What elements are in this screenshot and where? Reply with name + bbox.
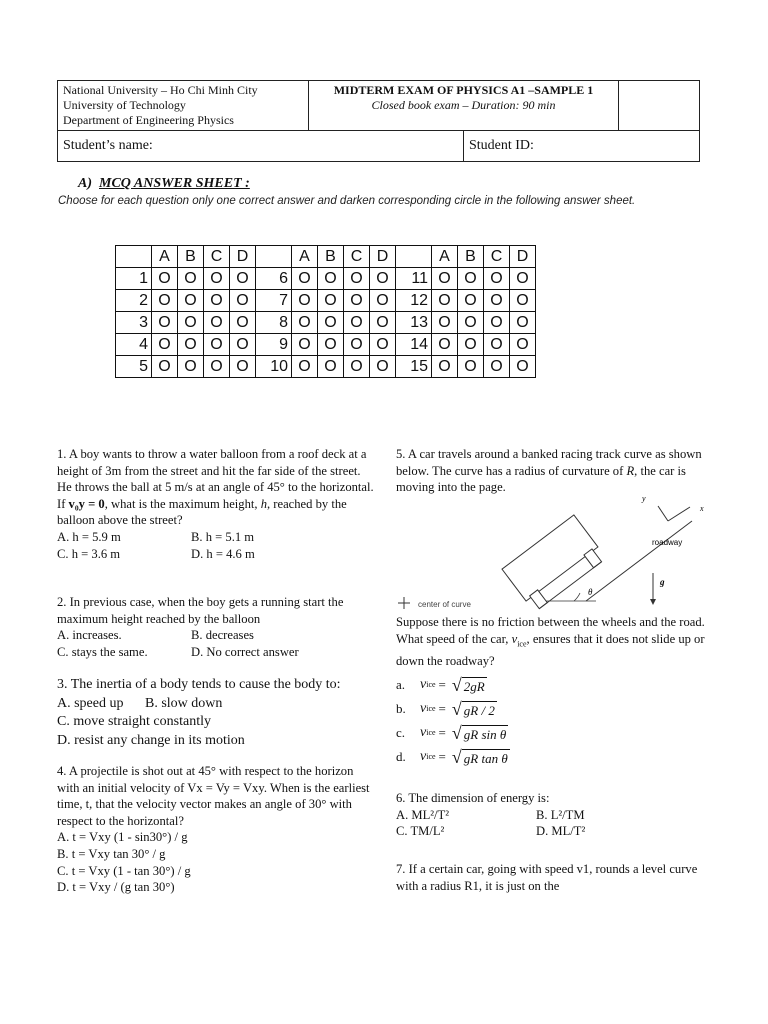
option-d[interactable]: D. h = 4.6 m bbox=[191, 546, 255, 561]
question-5-continued bbox=[396, 614, 712, 769]
sqrt-formula: √ gR tan θ bbox=[451, 746, 508, 767]
x-axis-label: x bbox=[700, 504, 704, 513]
answer-bubble[interactable]: O bbox=[370, 290, 396, 312]
answer-bubble[interactable]: O bbox=[458, 334, 484, 356]
banked-curve-diagram bbox=[396, 493, 726, 613]
answer-bubble[interactable]: O bbox=[178, 334, 204, 356]
option-a[interactable]: A. increases. bbox=[57, 628, 122, 643]
answer-bubble[interactable]: O bbox=[152, 334, 178, 356]
answer-grid-row bbox=[116, 290, 536, 312]
velocity-symbol: v bbox=[420, 701, 427, 716]
question-6 bbox=[396, 790, 712, 840]
answer-grid-row bbox=[116, 312, 536, 334]
answer-bubble[interactable]: O bbox=[178, 312, 204, 334]
answer-bubble[interactable]: O bbox=[344, 356, 370, 378]
answer-bubble[interactable]: O bbox=[510, 334, 536, 356]
option-b[interactable]: B. h = 5.1 m bbox=[191, 529, 255, 544]
question-number: 8 bbox=[256, 312, 292, 334]
sqrt-formula: √ 2gR bbox=[451, 674, 485, 695]
question-number: 15 bbox=[396, 356, 432, 378]
question-number: 12 bbox=[396, 290, 432, 312]
question-number: 7 bbox=[256, 290, 292, 312]
option-a[interactable]: A. ML²/T² bbox=[396, 807, 450, 822]
radicand: gR / 2 bbox=[463, 702, 495, 718]
velocity-symbol: v bbox=[420, 749, 427, 764]
choice-label: B bbox=[178, 246, 204, 268]
answer-bubble[interactable]: O bbox=[458, 268, 484, 290]
choice-label: B bbox=[458, 246, 484, 268]
question-number: 3 bbox=[116, 312, 152, 334]
formula-option[interactable]: d. v ice = √ gR tan θ bbox=[396, 746, 508, 767]
radicand: gR tan θ bbox=[463, 750, 508, 766]
option-d[interactable]: D. resist any change in its motion bbox=[57, 732, 245, 748]
velocity-symbol: v bbox=[420, 725, 427, 740]
option-c[interactable]: C. stays the same. bbox=[57, 644, 148, 659]
answer-bubble[interactable]: O bbox=[204, 268, 230, 290]
answer-bubble[interactable]: O bbox=[458, 356, 484, 378]
answer-bubble[interactable]: O bbox=[432, 356, 458, 378]
question-text: 1. A boy wants to throw a water balloon from a roof deck at a height of 3m from the street and hit the far side of the street. He throws the ball at 5 m/s at an angle of 45° to the horizontal. If v₀y = 0, what is the maximum height, h, reached by the balloon above the street? bbox=[57, 447, 374, 528]
answer-bubble[interactable]: O bbox=[370, 312, 396, 334]
answer-bubble[interactable]: O bbox=[344, 290, 370, 312]
answer-bubble[interactable]: O bbox=[230, 290, 256, 312]
formula-option[interactable]: b. v ice = √ gR / 2 bbox=[396, 698, 495, 719]
section-prefix: A) bbox=[78, 176, 92, 191]
answer-bubble[interactable]: O bbox=[484, 356, 510, 378]
angle-arc bbox=[574, 593, 580, 601]
answer-bubble[interactable]: O bbox=[152, 356, 178, 378]
answer-bubble[interactable]: O bbox=[292, 290, 318, 312]
answer-bubble[interactable]: O bbox=[292, 334, 318, 356]
answer-bubble[interactable]: O bbox=[178, 290, 204, 312]
answer-bubble[interactable]: O bbox=[292, 356, 318, 378]
institution-cell bbox=[58, 81, 309, 131]
gravity-arrowhead bbox=[650, 599, 656, 605]
condition-formula: v₀y = 0 bbox=[68, 496, 105, 511]
institution-line: University of Technology bbox=[63, 98, 186, 112]
choice-label: A bbox=[292, 246, 318, 268]
question-number: 9 bbox=[256, 334, 292, 356]
question-number: 2 bbox=[116, 290, 152, 312]
choice-label: D bbox=[230, 246, 256, 268]
choice-label: C bbox=[204, 246, 230, 268]
question-number: 14 bbox=[396, 334, 432, 356]
student-name-label: Student’s name: bbox=[63, 138, 153, 153]
exam-subtitle: Closed book exam – Duration: 90 min bbox=[371, 98, 556, 112]
answer-bubble[interactable]: O bbox=[510, 312, 536, 334]
institution-line: National University – Ho Chi Minh City bbox=[63, 83, 258, 97]
answer-grid-body bbox=[116, 268, 536, 378]
answer-bubble[interactable]: O bbox=[178, 356, 204, 378]
option-label: a. bbox=[396, 677, 406, 692]
answer-bubble[interactable]: O bbox=[230, 268, 256, 290]
section-title bbox=[78, 176, 250, 192]
sqrt-formula: √ gR / 2 bbox=[451, 698, 495, 719]
g-label: g bbox=[660, 577, 665, 587]
option-c[interactable]: C. h = 3.6 m bbox=[57, 546, 121, 561]
choice-label: D bbox=[370, 246, 396, 268]
option-c[interactable]: C. move straight constantly bbox=[57, 714, 211, 729]
answer-bubble[interactable]: O bbox=[204, 334, 230, 356]
answer-bubble[interactable]: O bbox=[458, 312, 484, 334]
formula-option[interactable]: c. v ice = √ gR sin θ bbox=[396, 722, 507, 743]
choice-label: C bbox=[344, 246, 370, 268]
answer-bubble[interactable]: O bbox=[510, 268, 536, 290]
option-c[interactable]: C. TM/L² bbox=[396, 824, 445, 839]
question-2 bbox=[57, 594, 375, 660]
answer-bubble[interactable]: O bbox=[204, 356, 230, 378]
option-b[interactable]: B. decreases bbox=[191, 628, 254, 643]
option-b[interactable]: B. L²/TM bbox=[536, 807, 585, 822]
question-number: 4 bbox=[116, 334, 152, 356]
student-id-label: Student ID: bbox=[468, 138, 534, 153]
question-number: 1 bbox=[116, 268, 152, 290]
answer-grid-row bbox=[116, 268, 536, 290]
question-number: 6 bbox=[256, 268, 292, 290]
question-4 bbox=[57, 763, 375, 896]
blank-cell bbox=[619, 81, 700, 131]
option-c[interactable]: C. t = Vxy (1 - tan 30°) / g bbox=[57, 863, 191, 878]
answer-bubble[interactable]: O bbox=[292, 268, 318, 290]
option-d[interactable]: D. t = Vxy / (g tan 30°) bbox=[57, 880, 175, 895]
option-label: d. bbox=[396, 749, 406, 764]
choice-label: C bbox=[484, 246, 510, 268]
answer-bubble[interactable]: O bbox=[292, 312, 318, 334]
answer-sheet-grid bbox=[115, 245, 536, 378]
option-a[interactable]: A. h = 5.9 m bbox=[57, 529, 121, 544]
option-label: c. bbox=[396, 725, 406, 740]
answer-bubble[interactable]: O bbox=[432, 268, 458, 290]
question-5 bbox=[396, 446, 712, 496]
radicand: 2gR bbox=[463, 678, 485, 694]
section-heading: MCQ ANSWER SHEET : bbox=[99, 176, 250, 191]
answer-bubble[interactable]: O bbox=[344, 268, 370, 290]
roadway-label: roadway bbox=[652, 538, 683, 547]
option-b[interactable]: B. t = Vxy tan 30° / g bbox=[57, 846, 166, 861]
instruction-text: Choose for each question only one correct answer and darken corresponding circle in the following answer sheet. bbox=[58, 195, 636, 207]
answer-grid-row bbox=[116, 356, 536, 378]
answer-bubble[interactable]: O bbox=[484, 290, 510, 312]
answer-bubble[interactable]: O bbox=[370, 268, 396, 290]
answer-bubble[interactable]: O bbox=[344, 334, 370, 356]
answer-bubble[interactable]: O bbox=[484, 334, 510, 356]
answer-bubble[interactable]: O bbox=[318, 356, 344, 378]
answer-bubble[interactable]: O bbox=[484, 312, 510, 334]
roadway-line bbox=[586, 521, 692, 601]
option-d[interactable]: D. No correct answer bbox=[191, 644, 299, 659]
answer-bubble[interactable]: O bbox=[152, 312, 178, 334]
answer-bubble[interactable]: O bbox=[318, 290, 344, 312]
answer-bubble[interactable]: O bbox=[152, 268, 178, 290]
answer-bubble[interactable]: O bbox=[204, 312, 230, 334]
question-text: 6. The dimension of energy is: bbox=[396, 791, 550, 805]
question-text: 7. If a certain car, going with speed v1, rounds a level curve with a radius R1, it is just on the bbox=[396, 862, 698, 893]
question-7 bbox=[396, 861, 706, 894]
question-number: 5 bbox=[116, 356, 152, 378]
answer-bubble[interactable]: O bbox=[510, 356, 536, 378]
institution-line: Department of Engineering Physics bbox=[63, 113, 234, 127]
question-1 bbox=[57, 446, 375, 562]
question-3 bbox=[57, 676, 375, 750]
theta-label: θ bbox=[588, 587, 593, 597]
exam-title: MIDTERM EXAM OF PHYSICS A1 –SAMPLE 1 bbox=[333, 83, 594, 97]
answer-bubble[interactable]: O bbox=[152, 290, 178, 312]
answer-bubble[interactable]: O bbox=[370, 356, 396, 378]
answer-bubble[interactable]: O bbox=[432, 312, 458, 334]
question-text: 2. In previous case, when the boy gets a running start the maximum height reached by the balloon bbox=[57, 595, 344, 626]
answer-bubble[interactable]: O bbox=[178, 268, 204, 290]
answer-bubble[interactable]: O bbox=[432, 290, 458, 312]
x-axis-arrow bbox=[668, 507, 690, 521]
answer-bubble[interactable]: O bbox=[318, 268, 344, 290]
question-text: Suppose there is no friction between the wheels and the road. What speed of the car, $v_{ice}$, ensures that it does not slide up or down the roadway? bbox=[396, 615, 705, 668]
sqrt-formula: √ gR sin θ bbox=[451, 722, 507, 743]
choice-label: A bbox=[432, 246, 458, 268]
choice-label: B bbox=[318, 246, 344, 268]
answer-bubble[interactable]: O bbox=[230, 334, 256, 356]
answer-bubble[interactable]: O bbox=[344, 312, 370, 334]
answer-grid-row bbox=[116, 334, 536, 356]
answer-bubble[interactable]: O bbox=[204, 290, 230, 312]
answer-bubble[interactable]: O bbox=[230, 312, 256, 334]
velocity-symbol: v bbox=[420, 677, 427, 692]
answer-bubble[interactable]: O bbox=[484, 268, 510, 290]
answer-bubble[interactable]: O bbox=[432, 334, 458, 356]
answer-bubble[interactable]: O bbox=[318, 312, 344, 334]
question-text: 3. The inertia of a body tends to cause the body to: bbox=[57, 677, 341, 692]
option-a[interactable]: A. t = Vxy (1 - sin30°) / g bbox=[57, 830, 188, 845]
radicand: gR sin θ bbox=[463, 726, 507, 742]
option-label: b. bbox=[396, 701, 406, 716]
option-a[interactable]: A. speed up bbox=[57, 695, 124, 711]
option-d[interactable]: D. ML/T² bbox=[536, 824, 586, 839]
y-axis-arrow bbox=[658, 506, 668, 521]
answer-bubble[interactable]: O bbox=[458, 290, 484, 312]
question-number: 11 bbox=[396, 268, 432, 290]
question-number: 13 bbox=[396, 312, 432, 334]
student-id-field[interactable] bbox=[463, 131, 699, 162]
question-text: 4. A projectile is shot out at 45° with respect to the horizon with an initial velocity of Vx = Vy = Vxy. When is the earliest time, t, that the velocity vector makes an angle of 30° with respect to the horizontal? bbox=[57, 764, 370, 828]
center-label: center of curve bbox=[418, 600, 471, 609]
question-text: 5. A car travels around a banked racing track curve as shown below. The curve has a radius of curvature of R, the car is moving into the page. bbox=[396, 447, 702, 495]
answer-bubble[interactable]: O bbox=[370, 334, 396, 356]
answer-bubble[interactable]: O bbox=[510, 290, 536, 312]
formula-options bbox=[396, 673, 712, 769]
option-b[interactable]: B. slow down bbox=[145, 695, 223, 711]
exam-title-cell bbox=[309, 81, 619, 131]
answer-bubble[interactable]: O bbox=[318, 334, 344, 356]
answer-bubble[interactable]: O bbox=[230, 356, 256, 378]
formula-option[interactable]: a. v ice = √ 2gR bbox=[396, 674, 485, 695]
answer-grid-header bbox=[116, 246, 536, 268]
question-number: 10 bbox=[256, 356, 292, 378]
choice-label: D bbox=[510, 246, 536, 268]
y-axis-label: y bbox=[642, 494, 646, 503]
choice-label: A bbox=[152, 246, 178, 268]
exam-header bbox=[57, 80, 700, 162]
student-name-field[interactable] bbox=[58, 131, 464, 162]
